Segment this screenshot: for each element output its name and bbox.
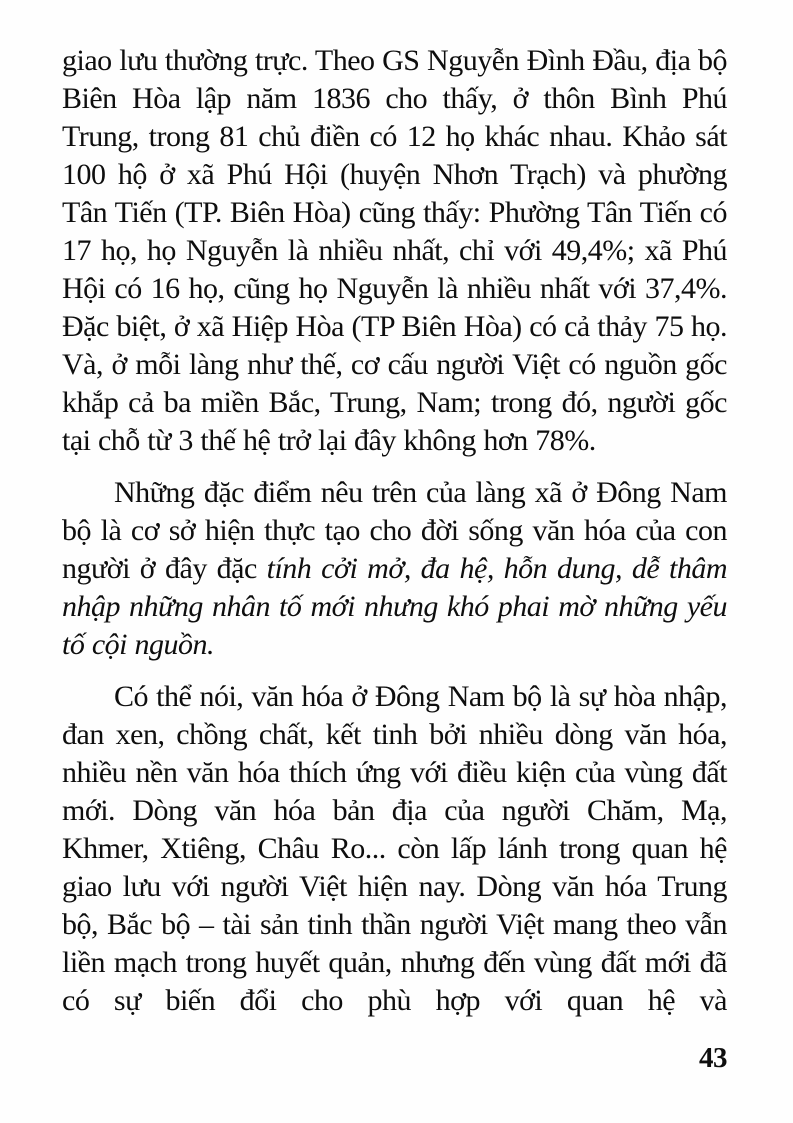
paragraph-2 [62, 474, 727, 664]
paragraph-2-text: Những đặc điểm nêu trên của làng xã ở Đông Nam bộ là cơ sở hiện thực tạo cho đời sống văn hóa của con người ở đây đặc [62, 476, 727, 585]
paragraph-1 [62, 42, 727, 460]
paragraph-3 [62, 678, 727, 1020]
paragraph-1-text: giao lưu thường trực. Theo GS Nguyễn Đình Đầu, địa bộ Biên Hòa lập năm 1836 cho thấy, ở thôn Bình Phú Trung, trong 81 chủ điền có 12 họ khác nhau. Khảo sát 100 hộ ở xã Phú Hội (huyện Nhơn Trạch) và phường Tân Tiến (TP. Biên Hòa) cũng thấy: Phường Tân Tiến có 17 họ, họ Nguyễn là nhiều nhất, chỉ với 49,4%; xã Phú Hội có 16 họ, cũng họ Nguyễn là nhiều nhất với 37,4%. Đặc biệt, ở xã Hiệp Hòa (TP Biên Hòa) có cả thảy 75 họ. Và, ở mỗi làng như thế, cơ cấu người Việt có nguồn gốc khắp cả ba miền Bắc, Trung, Nam; trong đó, người gốc tại chỗ từ 3 thế hệ trở lại đây không hơn 78%. [62, 44, 727, 457]
page-number: 43 [699, 1042, 727, 1074]
paragraph-3-text: Có thể nói, văn hóa ở Đông Nam bộ là sự hòa nhập, đan xen, chồng chất, kết tinh bởi nhiều dòng văn hóa, nhiều nền văn hóa thích ứng với điều kiện của vùng đất mới. Dòng văn hóa bản địa của người Chăm, Mạ, Khmer, Xtiêng, Châu Ro... còn lấp lánh trong quan hệ giao lưu với người Việt hiện nay. Dòng văn hóa Trung bộ, Bắc bộ – tài sản tinh thần người Việt mang theo vẫn liền mạch trong huyết quản, nhưng đến vùng đất mới đã có sự biến đổi cho phù hợp với quan hệ và [62, 680, 727, 1017]
page-text-block [62, 42, 727, 1020]
paragraph-2-italic-text: tính cởi mở, đa hệ, hỗn dung, dễ thâm nhập những nhân tố mới nhưng khó phai mờ những yếu tố cội nguồn. [62, 552, 727, 661]
